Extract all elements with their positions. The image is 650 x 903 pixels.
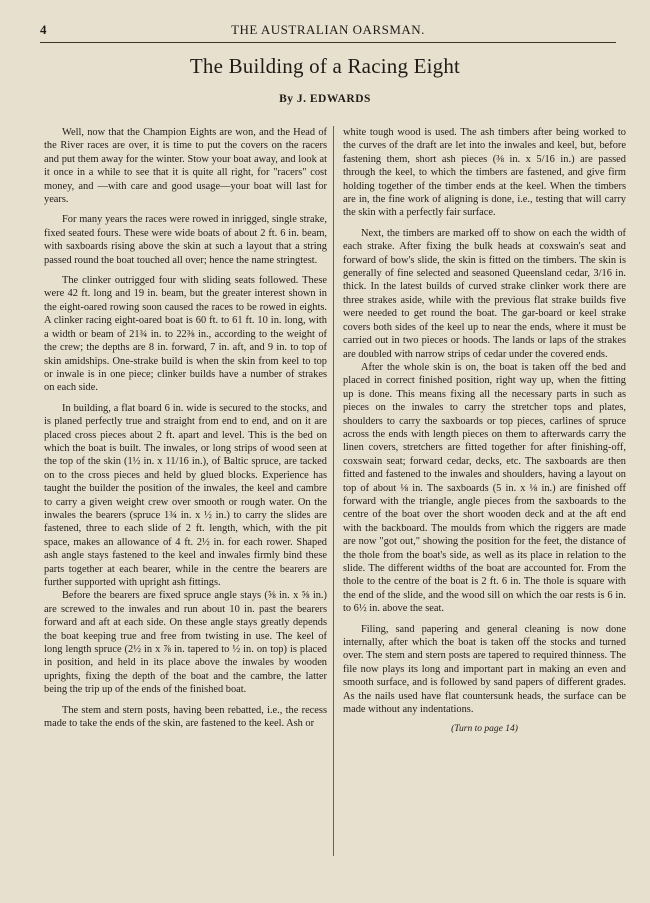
running-head: THE AUSTRALIAN OARSMAN. xyxy=(231,22,425,37)
right-column xyxy=(343,126,626,737)
article-byline: By J. EDWARDS xyxy=(279,93,371,105)
column-divider xyxy=(333,126,334,856)
page-header xyxy=(40,22,616,43)
paragraph: The clinker outrigged four with sliding seats followed. These were 42 ft. long and 19 in. beam, but the greater interest shown in the eight-oared rowing soon caused the races to be rowed in eights. A clinker racing eight-oared boat is 60 ft. to 61 ft. 10 in. long, with a width or beam of 21¾ in. to 22⅜ in., according to the weight of the crew; the depths are 8 in. forward, 7 in. aft, and 9 in. to top of skin amidships. One-strake build is when the skin from keel to top or inwale is in one piece; clinker builds have a number of strakes on each side. xyxy=(44,275,327,394)
paragraph: After the whole skin is on, the boat is taken off the bed and placed in correct finished position, right way up, when the fitting up is done. This means fixing all the necessary parts in such as pieces on the inwales to carry the stretcher tops and plates, shoulders to carry the saxboards or top pieces, carlines of spruce across the ends with length pieces on them to afterwards carry the linen covers, stretchers are fitted together for after finishing-off, coxswain seat; forward cedar, decks, etc. The saxboards are then fitted and fastened to the inwales and shoulders, having a layout on top of about ⅛ in. The saxboards (5 in. x ⅛ in.) are finished off forward with the triangle, angle pieces from the saxboards to the centre of the boat over the short wooden deck and at the aft end with the backboard. The moulds from which the riggers are made are now "got out," showing the position for the feet, the distance of the thole from the boat's side, as well as its place in relation to the slide. The different widths of the boat are accounted for. From the thole to the centre of the boat is 2 ft. 6 in. The thole is square with the end of the slide, and the wood sill on which the oar rests is 6 in. to 6½ in. above the seat. xyxy=(343,361,626,615)
paragraph: The stem and stern posts, having been rebatted, i.e., the recess made to take the ends of the skin, are fastened to the keel. Ash or xyxy=(44,704,327,730)
paragraph: Well, now that the Champion Eights are won, and the Head of the River races are over, it is time to put the covers on the racers and put them away for the winter. Stow your boat away, and look at it once in a while to see that it is quite all right, for "racers" cost money, and —with care and good usage—your boat will last for years. xyxy=(44,127,327,206)
paragraph: Filing, sand papering and general cleaning is now done internally, after which the boat is taken off the stocks and turned over. The stem and stern posts are tapered to required thinness. The file now plays its long and important part in making an even and smooth surface, and is followed by sand papers of different grades. As the nails used have flat countersunk heads, the surface can be made without any indentations. xyxy=(343,623,626,716)
article-title: The Building of a Racing Eight xyxy=(189,54,461,78)
paragraph: white tough wood is used. The ash timbers after being worked to the curves of the draft are let into the inwales and keel, but, before fastening them, short ash pieces (⅜ in. x 5/16 in.) are passed through the keel, to which the timbers are fastened, and give firm holding together of the timber ends at the keel. When the timbers are in, the fine work of aligning is done, i.e., testing that will carry the skin with a perfectly fair surface. xyxy=(343,127,626,219)
page-number: 4 xyxy=(40,22,47,37)
paragraph: For many years the races were rowed in inrigged, single strake, fixed seated fours. These were wide boats of about 2 ft. 6 in. beam, with saxboards rising above the skin at such a layout that a string passed round the boat touched all over; hence the name stringtest. xyxy=(44,214,327,266)
paragraph: In building, a flat board 6 in. wide is secured to the stocks, and is planed perfectly true and straight from end to end, and on it are placed cross pieces about 2 ft. apart and level. This is the bed on which the boat is built. The inwales, or long strips of wood seen at the top of the skin (1½ in. x 11/16 in.), of Baltic spruce, are tacked on to the cross pieces and held by glued blocks. Experience has taught the builder the position of the inwales, the keel and cambre to carry a given weight crew over smooth or rough water. On the inwales the bearers (spruce 1¾ in. x ½ in.) to carry the slides are fastened, three to each slide of 2 ft. length, which, with the pit space, makes an allowance of 4 ft. 2½ in. for each rower. Shaped ash angle stays fastened to the keel and inwales firmly bind these parts together at each bearer, while in the centre the bearers are further supported with upright ash fittings. xyxy=(44,402,327,588)
left-column xyxy=(44,126,327,737)
paragraph: Before the bearers are fixed spruce angle stays (⅝ in. x ⅝ in.) are screwed to the inwales and run about 10 in. past the bearers forward and aft at each side. On these angle stays greatly depends the boat keeping true and free from twisting in use. The keel of long length spruce (2½ in x ⅞ in. tapered to ½ in. on top) is placed in position, and held in its place above the inwales by wooden uprights, fixing the depth of the boat and the cambre, the latter being the trip up of the ends of the finished boat. xyxy=(44,590,327,696)
paragraph: Next, the timbers are marked off to show on each the width of each strake. After fixing the bulk heads at coxswain's seat and forward of bow's slide, the skin is fitted on the timbers. The skin is generally of fine selected and seasoned Queensland cedar, 3/16 in. thick. In the latest builds of curved strake clinker work there are three strakes aside, while with the previous flat strake builds five were needed to get round the boat. The gar-board or keel strake covers both sides of the keel up to near the ends, where it must be carried out in two pieces or hoods. The lands or laps of the strakes are doubled with narrow strips of cedar under the covered ends. xyxy=(343,227,626,360)
continuation-link[interactable]: (Turn to page 14) xyxy=(451,724,518,735)
